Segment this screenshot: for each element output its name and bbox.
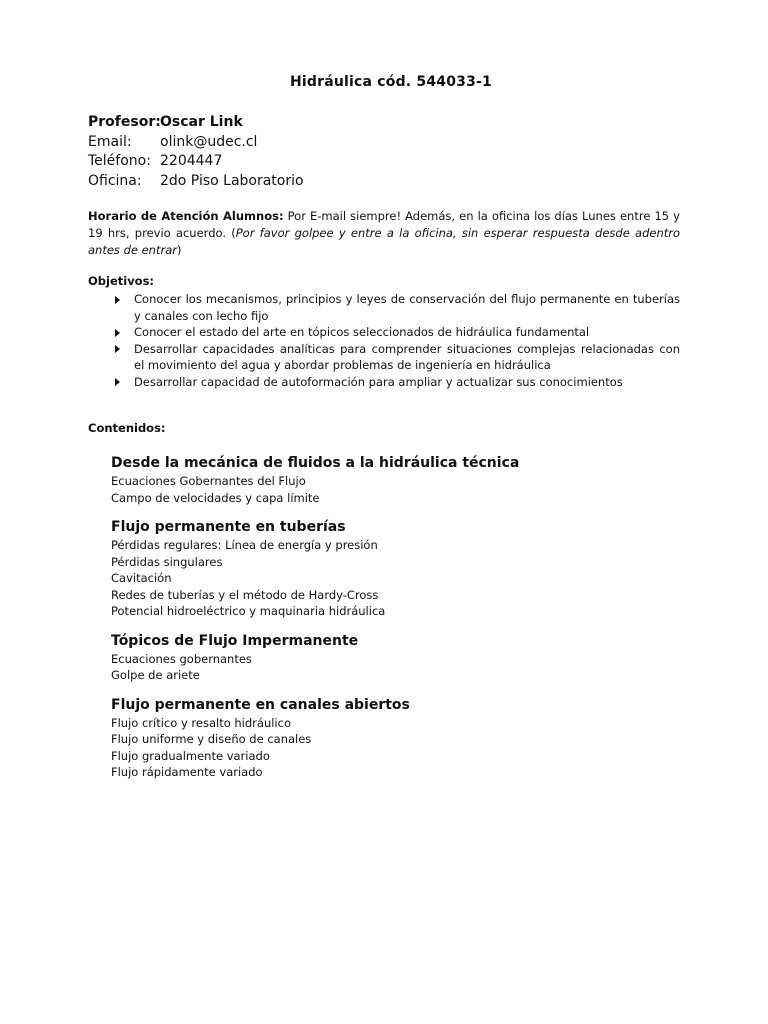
objetivo-text: Desarrollar capacidades analíticas para comprender situaciones complejas relacionadas con el movimiento del agua y abordar problemas de ingeniería en hidráulica	[134, 341, 680, 372]
telefono-value: 2204447	[160, 153, 223, 169]
email-label: Email:	[88, 133, 132, 150]
topic-subitem: Pérdidas singulares	[111, 554, 223, 569]
objetivo-text: Conocer el estado del arte en tópicos seleccionados de hidráulica fundamental	[134, 325, 590, 339]
topic-subitem: Potencial hidroeléctrico y maquinaria hidráulica	[111, 604, 386, 618]
arrow-bullet-icon	[115, 296, 120, 304]
topic-title: Tópicos de Flujo Impermanente	[111, 632, 359, 649]
telefono-label: Teléfono:	[88, 153, 151, 169]
topic-subitem: Redes de tuberías y el método de Hardy-Cross	[111, 587, 379, 602]
objetivo-item	[115, 341, 680, 374]
contenidos-list	[111, 454, 671, 793]
objetivos-list	[115, 291, 680, 390]
profesor-row	[88, 113, 304, 133]
oficina-row	[88, 172, 304, 192]
horario-italic-note: Por favor golpee y entre a la oficina, sin esperar respuesta desde adentro antes de entrar	[88, 226, 681, 257]
email-row	[88, 133, 304, 153]
topic-subitem: Flujo gradualmente variado	[111, 748, 270, 763]
topic-subitem: Campo de velocidades y capa límite	[111, 490, 320, 505]
profesor-value: Oscar Link	[160, 114, 243, 130]
topic-subitem: Golpe de ariete	[111, 668, 200, 682]
objetivo-text: Desarrollar capacidad de autoformación para ampliar y actualizar sus conocimientos	[134, 374, 623, 389]
topic-subitem: Flujo uniforme y diseño de canales	[111, 732, 312, 746]
topic-block	[111, 454, 671, 506]
topic-block	[111, 696, 671, 781]
topic-block	[111, 632, 671, 684]
contact-block	[88, 113, 304, 191]
objetivo-item	[115, 291, 680, 324]
topic-subitem: Flujo rápidamente variado	[111, 765, 263, 779]
arrow-bullet-icon	[115, 345, 120, 353]
objetivo-item	[115, 324, 680, 341]
oficina-value: 2do Piso Laboratorio	[160, 172, 304, 189]
horario-paragraph	[88, 208, 680, 259]
arrow-bullet-icon	[115, 329, 120, 337]
topic-title: Desde la mecánica de fluidos a la hidráulica técnica	[111, 455, 520, 471]
objetivo-item	[115, 374, 680, 391]
horario-label: Horario de Atención Alumnos:	[88, 209, 284, 223]
topic-block	[111, 518, 671, 620]
arrow-bullet-icon	[115, 378, 120, 386]
horario-close: )	[176, 243, 182, 257]
topic-subitem: Cavitación	[111, 571, 172, 585]
topic-subitem: Flujo crítico y resalto hidráulico	[111, 715, 291, 730]
document-title: Hidráulica cód. 544033-1	[289, 74, 492, 90]
topic-title: Flujo permanente en canales abiertos	[111, 696, 410, 713]
topic-subitem: Pérdidas regulares: Línea de energía y presión	[111, 538, 378, 552]
oficina-label: Oficina:	[88, 172, 142, 189]
objetivos-heading: Objetivos:	[88, 274, 155, 288]
topic-title: Flujo permanente en tuberías	[111, 519, 346, 535]
topic-subitem: Ecuaciones Gobernantes del Flujo	[111, 474, 306, 488]
contenidos-heading: Contenidos:	[88, 421, 166, 435]
email-value[interactable]: olink@udec.cl	[160, 133, 258, 150]
horario-text: Por E-mail siempre! Además, en la oficina los días Lunes entre 15 y 19 hrs, previo acuerdo. (	[88, 209, 680, 240]
telefono-row	[88, 152, 304, 172]
objetivo-text: Conocer los mecanismos, principios y leyes de conservación del flujo permanente en tuberías y canales con lecho fijo	[134, 292, 680, 323]
topic-subitem: Ecuaciones gobernantes	[111, 651, 252, 666]
profesor-label: Profesor:	[88, 114, 161, 130]
